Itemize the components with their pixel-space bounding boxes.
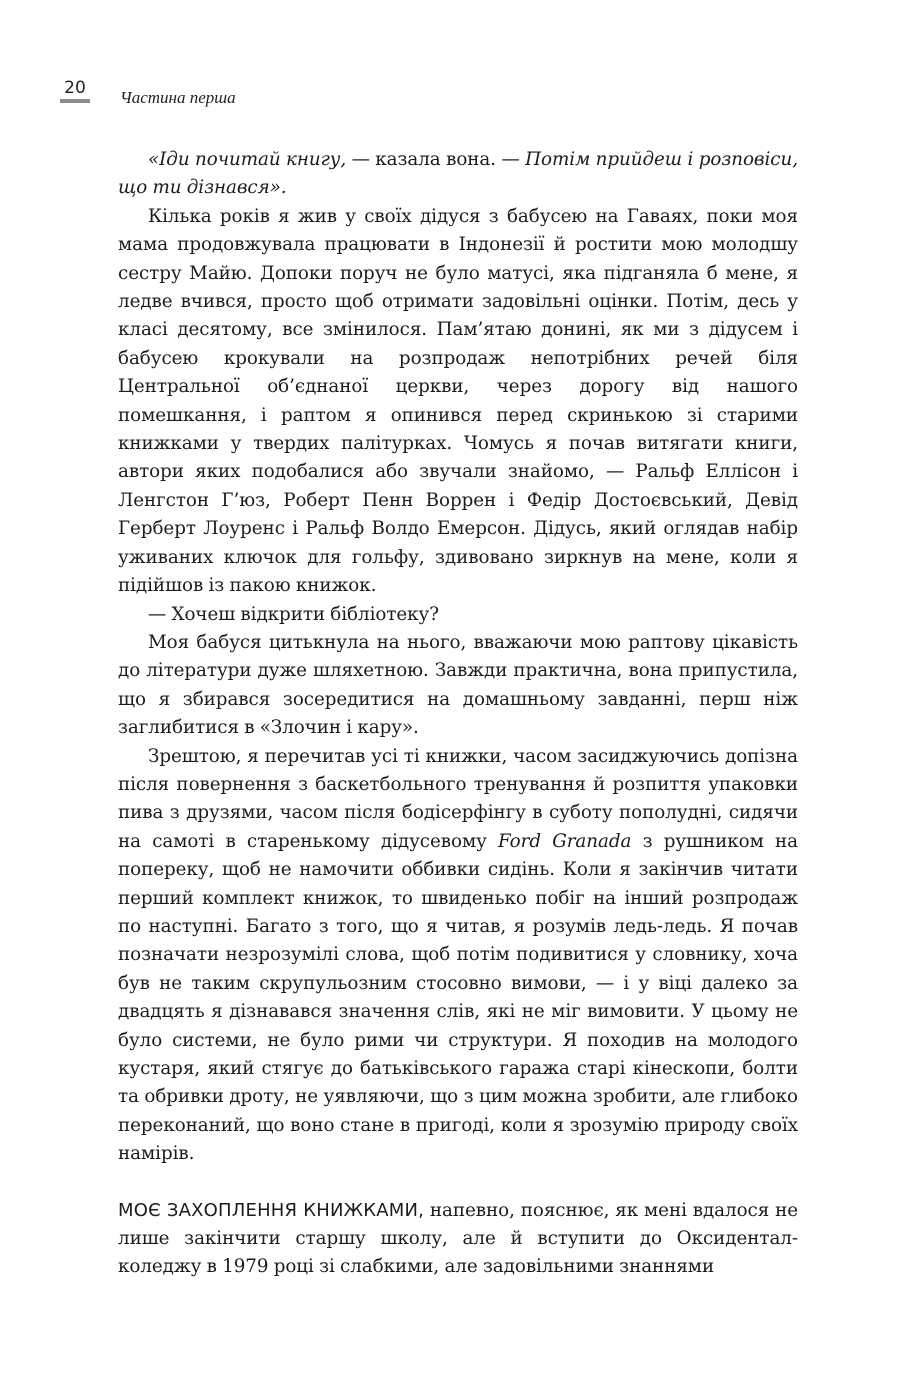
quote-close: Потім прийдеш і розповіси, що ти дізнався».: [118, 149, 798, 199]
car-name: Ford Granada: [498, 830, 632, 852]
page-number: 20: [64, 78, 86, 98]
running-title: Частина перша: [120, 88, 236, 107]
paragraph-2: — Хочеш відкрити бібліотеку?: [148, 603, 439, 625]
section-gap: [118, 1169, 798, 1197]
quote-open: «Іди почитай книгу,: [148, 149, 347, 170]
paragraph-5-text: напевно, пояснює, як мені вдалося не лише закінчити старшу школу, але й вступити до Оксидентал-коледжу в 1979 році зі слабкими, але задовільними знаннями: [118, 1199, 798, 1278]
paragraph-3: Моя бабуся цитькнула на нього, вважаючи мою раптову цікавість до літератури дуже шляхетною. Завжди практична, вона припустила, що я збирався зосередитися на домашньому завданні, перш ніж заглибитися в «Злочин і кару».: [118, 631, 798, 739]
paragraph-4: [118, 743, 798, 1169]
section-lead-in: МОЄ ЗАХОПЛЕННЯ КНИЖКАМИ,: [118, 1199, 425, 1221]
quote-attribution: — казала вона. —: [346, 149, 526, 170]
paragraph-5: [118, 1197, 798, 1282]
paragraph-4-part-2: з рушником на попереку, щоб не намочити оббивки сидінь. Коли я закінчив читати перший комплект книжок, то швиденько побіг на інший розпродаж по наступні. Багато з того, що я читав, я розумів ледь-ледь. Я почав позначати незрозумілі слова, щоб потім подивитися у словнику, хоча був не таким скрупульозним стосовно вимови, — і у віці далеко за двадцять я дізнавався значення слів, які не міг вимовити. У цьому не було системи, не було рими чи структури. Я походив на молодого кустаря, який стягує до батьківського гаража старі кінескопи, болти та обривки дроту, не уявляючи, що з цим можна зробити, але глибоко переконаний, що воно стане в пригоді, коли я зрозумію природу своїх намірів.: [118, 830, 799, 1165]
paragraph-1: Кілька років я жив у своїх дідуся з бабусею на Гаваях, поки моя мама продовжувала працювати в Індонезії й ростити мою молодшу сестру Майю. Допоки поруч не було матусі, яка підганяла б мене, я ледве вчився, просто щоб отримати задовільні оцінки. Потім, десь у класі десятому, все змінилося. Пам’ятаю донині, як ми з дідусем і бабусею крокували на розпродаж непотрібних речей біля Центральної об’єднаної церкви, через дорогу від нашого помешкання, і раптом я опинився перед скринькою зі старими книжками у твердих палітурках. Чомусь я почав витягати книги, автори яких подобалися або звучали знайомо, — Ральф Еллісон і Ленгстон Г’юз, Роберт Пенн Воррен і Федір Достоєвський, Девід Герберт Лоуренс і Ральф Волдо Емерсон. Дідусь, який оглядав набір уживаних ключок для гольфу, здивовано зиркнув на мене, коли я підійшов із пакою книжок.: [118, 205, 798, 597]
page-number-rule: [60, 99, 90, 103]
quote-paragraph: [118, 146, 798, 203]
running-header: [60, 78, 860, 108]
body-text: [118, 146, 798, 1282]
paragraph-4-part-1: Зрештою, я перечитав усі ті книжки, часом засиджуючись допізна після повернення з баскетбольного тренування й розпиття упаковки пива з друзями, часом після бодісерфінгу в суботу пополудні, сидячи на самоті в старенькому дідусевому: [118, 745, 798, 852]
